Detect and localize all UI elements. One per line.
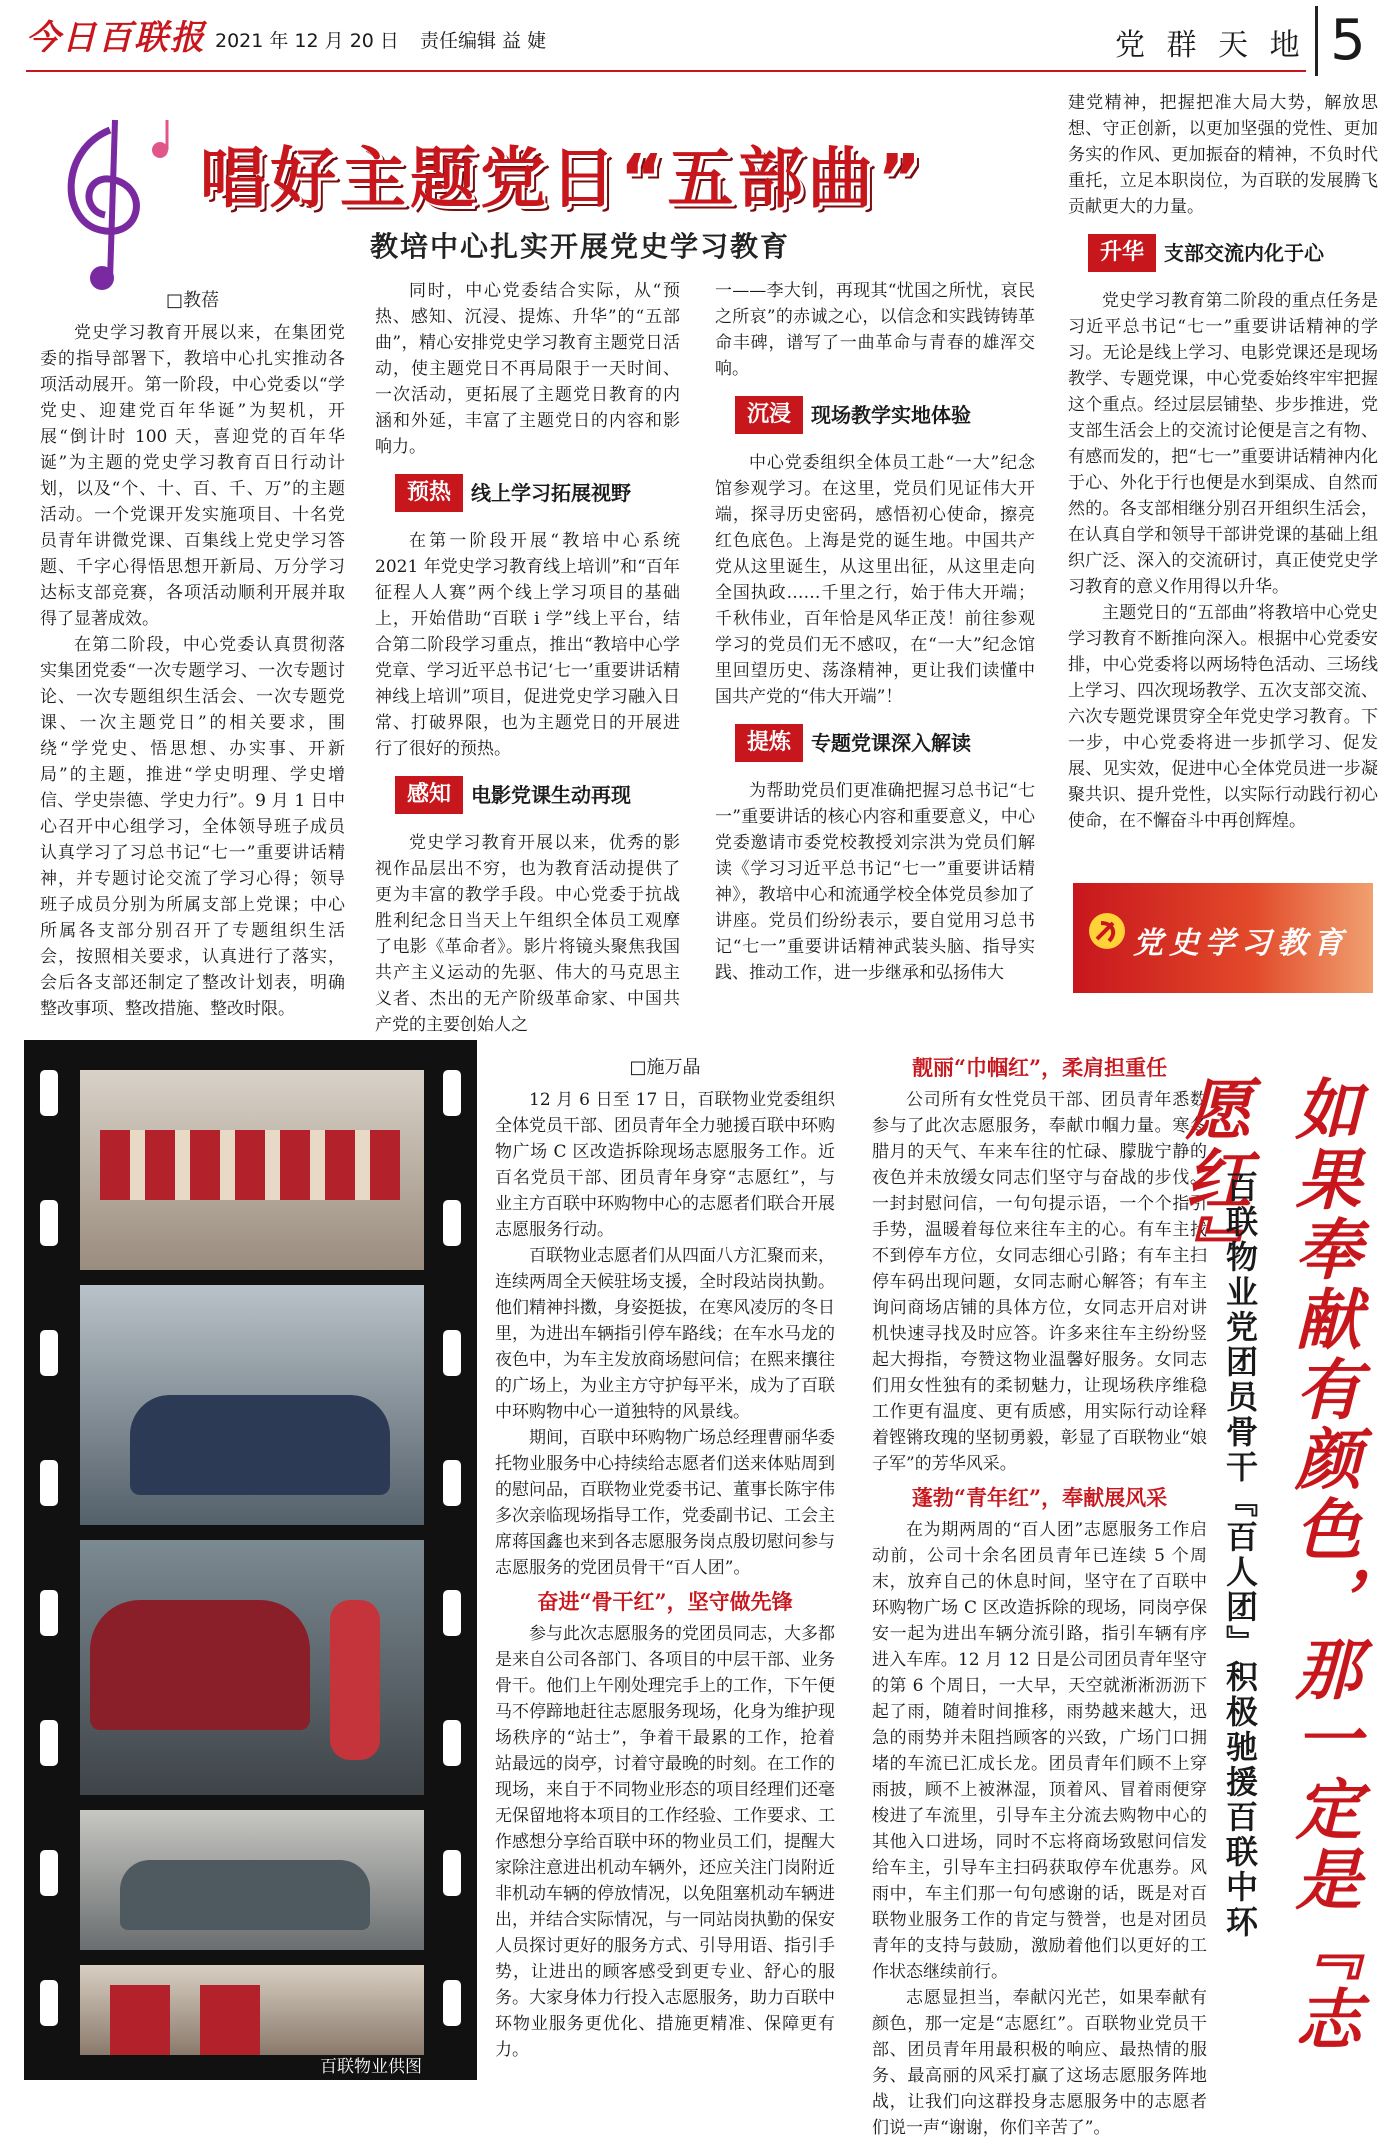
vertical-subheadline: 百联物业党团员骨干『百人团』积极驰援百联中环: [1221, 1170, 1259, 1940]
article-subtitle: 教培中心扎实开展党史学习教育: [370, 230, 791, 263]
paragraph: 12 月 6 日至 17 日，百联物业党委组织全体党员干部、团员青年全力驰援百联中环购物广场 C 区改造拆除现场志愿服务工作。近百名党员干部、团员青年身穿“志愿红”，与业主方百联中环购物中心的志愿者们联合开展志愿服务行动。: [495, 1090, 835, 1240]
paragraph: 在第二阶段，中心党委认真贯彻落实集团党委“一次专题学习、一次专题讨论、一次专题组织生活会、一次专题党课、一次主题党日”的相关要求，围绕“学党史、悟思想、办实事、开新局”的主题，推进“学史明理、学史增信、学史崇德、学史力行”。9 月 1 日中心召开中心组学习，全体领导班子成员认真学习了习总书记“七一”重要讲话精神，并专题讨论交流了学习心得；领导班子成员分别为所属支部上党课；中心所属各支部分别召开了专题组织生活会，按照相关要求，认真进行了落实，会后各支部还制定了整改计划表，明确整改事项、整改措施、整改时限。: [40, 635, 345, 1019]
paragraph: 中心党委组织全体员工赴“一大”纪念馆参观学习。在这里，党员们见证伟大开端，探寻历史密码，感悟初心使命，擦亮红色底色。上海是党的诞生地。中国共产党从这里诞生，从这里出征，从这里走向全国执政……千里之行，始于伟大开端；千秋伟业，百年恰是风华正茂！前往参观学习的党员们无不感叹，在“一大”纪念馆里回望历史、荡涤精神，更让我们读懂中国共产党的“伟大开端”！: [715, 453, 1035, 707]
article-title: 唱好主题党日“五部曲”: [200, 140, 925, 217]
section-heading: [395, 776, 680, 820]
volunteer-photo: [80, 1965, 424, 2055]
subheading: 靓丽“巾帼红”，柔肩担重任: [911, 1055, 1168, 1080]
section-label: 电影党课生动再现: [471, 783, 632, 807]
section-tag: 提炼: [735, 724, 803, 762]
photo-film-strip: [24, 1040, 477, 2080]
article-column-1: [40, 288, 345, 1022]
subheading: 蓬勃“青年红”，奉献展风采: [911, 1485, 1168, 1510]
header-rule: [26, 70, 1306, 72]
paragraph: 同时，中心党委结合实际，从“预热、感知、沉浸、提炼、升华”的“五部曲”，精心安排党史学习教育主题党日活动，使主题党日不再局限于一天时间、一次活动，更拓展了主题党日教育的内涵和外延，丰富了主题党日的内容和影响力。: [375, 281, 680, 457]
photo-caption: 百联物业供图: [320, 2057, 422, 2077]
music-notes-icon: [40, 110, 190, 290]
volunteer-photo: [80, 1540, 424, 1795]
paragraph: 建党精神，把握把准大局大势，解放思想、守正创新，以更加坚强的党性、更加务实的作风、更加振奋的精神，不负时代重托，立足本职岗位，为百联的发展腾飞贡献更大的力量。: [1068, 93, 1378, 217]
paragraph: 党史学习教育第二阶段的重点任务是习近平总书记“七一”重要讲话精神的学习。无论是线上学习、电影党课还是现场教学、专题党课，中心党委始终牢牢把握这个重点。经过层层铺垫、步步推进，党支部生活会上的交流讨论便是言之有物、有感而发的，把“七一”重要讲话精神内化于心、外化于行也便是水到渠成、自然而然的。各支部相继分别召开组织生活会，在认真自学和领导干部讲党课的基础上组织广泛、深入的交流研讨，真正使党史学习教育的意义作用得以升华。: [1068, 291, 1378, 597]
article-column-2: [375, 278, 680, 1038]
issue-date: 2021 年 12 月 20 日: [215, 30, 399, 52]
paragraph: 主题党日的“五部曲”将教培中心党史学习教育不断推向深入。根据中心党委安排，中心党委将以两场特色活动、三场线上学习、四次现场教学、五次支部交流、六次专题党课贯穿全年党史学习教育。下一步，中心党委将进一步抓学习、促发展、见实效，促进中心全体党员进一步凝聚共识、提升党性，以实际行动践行初心使命，在不懈奋斗中再创辉煌。: [1068, 603, 1378, 831]
article-column-a: [495, 1055, 835, 2063]
section-label: 现场教学实地体验: [811, 403, 972, 427]
vertical-headline: 如果奉献有颜色，那一定是『志愿红』: [1174, 1075, 1362, 2055]
section-tag: 预热: [395, 474, 463, 512]
paragraph: 为帮助党员们更准确把握习总书记“七一”重要讲话的核心内容和重要意义，中心党委邀请市委党校教授刘宗洪为党员们解读《学习习近平总书记“七一”重要讲话精神》，教培中心和流通学校全体党员参加了讲座。党员们纷纷表示，要自觉用习总书记“七一”重要讲话精神武装头脑、指导实践、推动工作，进一步继承和弘扬伟大: [715, 781, 1035, 983]
paragraph: 在第一阶段开展“教培中心系统 2021 年党史学习教育线上培训”和“百年征程人人赛”两个线上学习项目的基础上，开始借助“百联 i 学”线上平台，结合第二阶段学习重点，推出“教培中心学党章、学习近平总书记‘七一’重要讲话精神线上培训”项目，促进党史学习融入日常、打破界限，也为主题党日的开展进行了很好的预热。: [375, 531, 680, 759]
section-label: 专题党课深入解读: [811, 731, 972, 755]
article-column-b: [872, 1055, 1207, 2141]
paragraph: 在为期两周的“百人团”志愿服务工作启动前，公司十余名团员青年已连续 5 个周末，放弃自己的休息时间，坚守在了百联中环购物广场 C 区改造拆除的现场，同岗亭保安一起为进出车辆分流引路，指引车辆有序进入车库。12 月 12 日是公司团员青年坚守的第 6 个周日，一大早，天空就淅淅沥沥下起了雨，随着时间推移，雨势越来越大，迅急的雨势并未阻挡顾客的兴致，广场门口拥堵的车流已汇成长龙。团员青年们顾不上穿雨披，顾不上被淋湿，顶着风、冒着雨便穿梭进了车流里，引导车主分流去购物中心的其他入口进场，同时不忘将商场致慰问信发给车主，引导车主扫码获取停车优惠券。风雨中，车主们那一句句感谢的话，既是对百联物业服务工作的肯定与赞誉，也是对团员青年的支持与鼓励，激励着他们以更好的工作状态继续前行。: [872, 1520, 1207, 1982]
section-tag: 沉浸: [735, 396, 803, 434]
section-label: 线上学习拓展视野: [471, 481, 632, 505]
article-column-3: [715, 278, 1035, 986]
section-tag: 感知: [395, 776, 463, 814]
volunteer-photo: [80, 1070, 424, 1270]
volunteer-photo: [80, 1285, 424, 1525]
paragraph: 党史学习教育开展以来，在集团党委的指导部署下，教培中心扎实推动各项活动展开。第一阶段，中心党委以“学党史、迎建党百年华诞”为契机，开展“倒计时 100 天，喜迎党的百年华诞”为主题的党史学习教育百日行动计划，以及“个、十、百、千、万”的主题活动。一个党课开发实施项目、十名党员青年讲微党课、百集线上党史学习答题、千字心得悟思想开新局、万分学习达标支部竞赛，各项活动顺利开展并取得了显著成效。: [40, 323, 345, 629]
section-heading: [395, 474, 680, 518]
page-number: 5: [1315, 6, 1378, 76]
paragraph: 一——李大钊，再现其“忧国之所忧，哀民之所哀”的赤诚之心，以信念和实践铸铸革命丰碑，谱写了一曲革命与青春的雄浑交响。: [715, 281, 1035, 379]
paragraph: 期间，百联中环购物广场总经理曹丽华委托物业服务中心持续给志愿者们送来体贴周到的慰问品，百联物业党委书记、董事长陈宇伟多次亲临现场指导工作，党委副书记、工会主席蒋国鑫也来到各志愿服务岗点殷切慰问参与志愿服务的党团员骨干“百人团”。: [495, 1428, 835, 1578]
paragraph: 参与此次志愿服务的党团员同志，大多都是来自公司各部门、各项目的中层干部、业务骨干。他们上午刚处理完手上的工作，下午便马不停蹄地赶往志愿服务现场，化身为维护现场秩序的“站士”，争着干最累的工作，抢着站最远的岗亭，讨着守最晚的时刻。在工作的现场，来自于不同物业形态的项目经理们还毫无保留地将本项目的工作经验、工作要求、工作感想分享给百联中环的物业员工们，提醒大家除注意进出机动车辆外，还应关注门岗附近非机动车辆的停放情况，以免阻塞机动车辆进出，并结合实际情况，与一同站岗执勤的保安人员探讨更好的服务方式、引导用语、指引手势，让进出的顾客感受到更专业、舒心的服务。大家身体力行投入志愿服务，助力百联中环物业服务更优化、措施更精准、保障更有力。: [495, 1624, 835, 2060]
party-history-banner: [1073, 883, 1373, 993]
section-label: 支部交流内化于心: [1164, 241, 1325, 265]
volunteer-photo: [80, 1810, 424, 1950]
paragraph: 志愿显担当，奉献闪光芒，如果奉献有颜色，那一定是“志愿红”。百联物业党员干部、团员青年用最积极的响应、最热情的服务、最高丽的风采打赢了这场志愿服务阵地战，让我们向这群投身志愿服务中的志愿者们说一声“谢谢，你们辛苦了”。: [872, 1988, 1207, 2138]
banner-text: 党史学习教育: [1133, 926, 1349, 961]
subheading: 奋进“骨干红”，坚守做先锋: [537, 1589, 793, 1614]
section-heading: [1088, 234, 1378, 278]
page-header: [0, 0, 1397, 80]
paragraph: 百联物业志愿者们从四面八方汇聚而来，连续两周全天候驻场支援，全时段站岗执勤。他们精神抖擞，身姿挺拔，在寒风凌厉的冬日里，为进出车辆指引停车路线；在车水马龙的夜色中，为车主发放商场慰问信；在熙来攘往的广场上，为业主方守护每平米，成为了百联中环购物中心一道独特的风景线。: [495, 1246, 835, 1422]
author-byline: □教蓓: [165, 290, 219, 311]
newspaper-logo: 今日百联报: [26, 18, 206, 58]
section-heading: [735, 396, 1035, 440]
paragraph: 党史学习教育开展以来，优秀的影视作品层出不穷，也为教育活动提供了更为丰富的教学手段。中心党委于抗战胜利纪念日当天上午组织全体员工观摩了电影《革命者》。影片将镜头聚焦我国共产主义运动的先驱、伟大的马克思主义者、杰出的无产阶级革命家、中国共产党的主要创始人之: [375, 833, 680, 1035]
paragraph: 公司所有女性党员干部、团员青年悉数参与了此次志愿服务，奉献巾帼力量。寒冬腊月的天气、车来车往的忙碌、朦胧宁静的夜色并未放缓女同志们坚守与奋战的步伐。一封封慰问信，一句句提示语，一个个指引手势，温暖着每位来往车主的心。有车主找不到停车方位，女同志细心引路；有车主扫停车码出现问题，女同志耐心解答；有车主询问商场店铺的具体方位，女同志开启对讲机快速寻找及时应答。许多来往车主纷纷竖起大拇指，夸赞这物业温馨好服务。女同志们用女性独有的柔韧魅力，让现场秩序维稳工作更有温度、更有质感，用实际行动诠释着铿锵玫瑰的坚韧勇毅，彰显了百联物业“娘子军”的芳华风采。: [872, 1090, 1207, 1474]
author-byline: □施万晶: [629, 1057, 701, 1078]
editor-credit: 责任编辑 益 婕: [420, 30, 547, 52]
party-emblem-icon: [1087, 911, 1127, 951]
section-name: 党 群 天 地: [1115, 28, 1306, 63]
article-column-4: [1068, 90, 1378, 834]
section-tag: 升华: [1088, 234, 1156, 272]
section-heading: [735, 724, 1035, 768]
